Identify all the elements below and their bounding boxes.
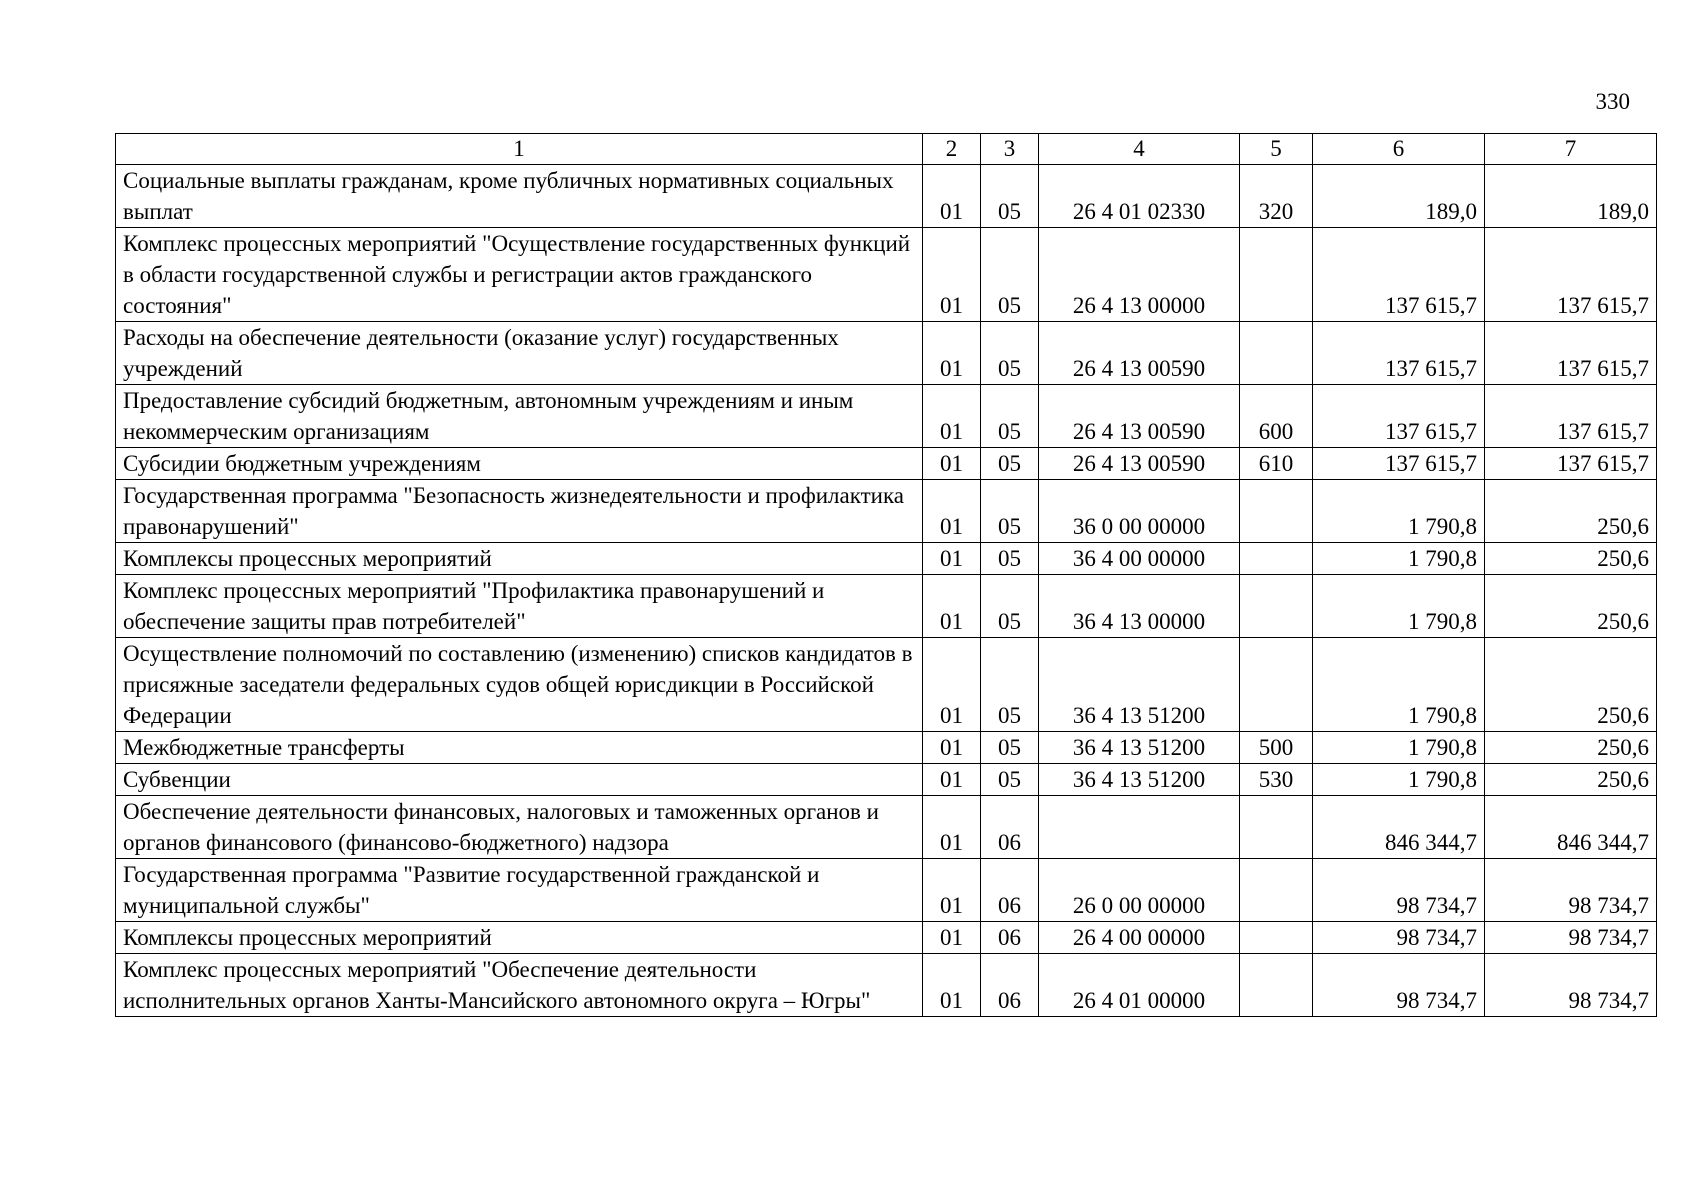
amount-col-7-cell: 250,6 — [1485, 764, 1657, 796]
amount-col-7-cell: 137 615,7 — [1485, 385, 1657, 448]
amount-col-6-cell: 1 790,8 — [1313, 480, 1485, 543]
section-code-cell: 01 — [923, 448, 981, 480]
subsection-code-cell: 05 — [981, 764, 1039, 796]
amount-col-7-cell: 250,6 — [1485, 543, 1657, 575]
amount-col-7-cell: 250,6 — [1485, 480, 1657, 543]
table-row — [116, 922, 1657, 954]
section-code-cell: 01 — [923, 796, 981, 859]
amount-col-7-cell: 98 734,7 — [1485, 922, 1657, 954]
target-article-cell — [1039, 796, 1240, 859]
target-article-cell: 36 4 13 51200 — [1039, 638, 1240, 732]
header-col-6: 6 — [1313, 134, 1485, 165]
amount-col-6-cell: 189,0 — [1313, 165, 1485, 228]
subsection-code-cell: 06 — [981, 796, 1039, 859]
row-name-cell: Комплекс процессных мероприятий "Осуществление государственных функций в области государственной службы и регистрации актов гражданского состояния" — [116, 228, 923, 322]
target-article-cell: 26 4 01 02330 — [1039, 165, 1240, 228]
table-row — [116, 165, 1657, 228]
row-name-cell: Осуществление полномочий по составлению (изменению) списков кандидатов в присяжные заседатели федеральных судов общей юрисдикции в Российской Федерации — [116, 638, 923, 732]
expense-type-cell: 530 — [1240, 764, 1313, 796]
header-col-7: 7 — [1485, 134, 1657, 165]
row-name-cell: Государственная программа "Безопасность жизнедеятельности и профилактика правонарушений" — [116, 480, 923, 543]
target-article-cell: 36 4 13 51200 — [1039, 764, 1240, 796]
target-article-cell: 26 4 13 00590 — [1039, 448, 1240, 480]
expense-type-cell — [1240, 859, 1313, 922]
expense-type-cell: 610 — [1240, 448, 1313, 480]
expense-type-cell — [1240, 480, 1313, 543]
row-name-cell: Обеспечение деятельности финансовых, налоговых и таможенных органов и органов финансового (финансово-бюджетного) надзора — [116, 796, 923, 859]
section-code-cell: 01 — [923, 385, 981, 448]
table-row — [116, 764, 1657, 796]
amount-col-6-cell: 137 615,7 — [1313, 385, 1485, 448]
amount-col-6-cell: 137 615,7 — [1313, 228, 1485, 322]
expense-type-cell — [1240, 228, 1313, 322]
row-name-cell: Социальные выплаты гражданам, кроме публичных нормативных социальных выплат — [116, 165, 923, 228]
target-article-cell: 36 0 00 00000 — [1039, 480, 1240, 543]
section-code-cell: 01 — [923, 228, 981, 322]
header-col-2: 2 — [923, 134, 981, 165]
row-name-cell: Комплексы процессных мероприятий — [116, 922, 923, 954]
amount-col-7-cell: 846 344,7 — [1485, 796, 1657, 859]
amount-col-6-cell: 846 344,7 — [1313, 796, 1485, 859]
row-name-cell: Государственная программа "Развитие государственной гражданской и муниципальной службы" — [116, 859, 923, 922]
target-article-cell: 36 4 13 00000 — [1039, 575, 1240, 638]
target-article-cell: 26 4 13 00000 — [1039, 228, 1240, 322]
row-name-cell: Комплекс процессных мероприятий "Обеспечение деятельности исполнительных органов Ханты-Мансийского автономного округа – Югры" — [116, 954, 923, 1017]
subsection-code-cell: 05 — [981, 448, 1039, 480]
amount-col-6-cell: 1 790,8 — [1313, 575, 1485, 638]
target-article-cell: 26 4 00 00000 — [1039, 922, 1240, 954]
subsection-code-cell: 05 — [981, 322, 1039, 385]
subsection-code-cell: 05 — [981, 165, 1039, 228]
subsection-code-cell: 05 — [981, 543, 1039, 575]
expense-type-cell — [1240, 922, 1313, 954]
table-row — [116, 732, 1657, 764]
row-name-cell: Субсидии бюджетным учреждениям — [116, 448, 923, 480]
section-code-cell: 01 — [923, 480, 981, 543]
amount-col-7-cell: 250,6 — [1485, 575, 1657, 638]
row-name-cell: Расходы на обеспечение деятельности (оказание услуг) государственных учреждений — [116, 322, 923, 385]
amount-col-6-cell: 98 734,7 — [1313, 922, 1485, 954]
row-name-cell: Комплекс процессных мероприятий "Профилактика правонарушений и обеспечение защиты прав потребителей" — [116, 575, 923, 638]
table-row — [116, 480, 1657, 543]
target-article-cell: 26 0 00 00000 — [1039, 859, 1240, 922]
table-row — [116, 322, 1657, 385]
target-article-cell: 36 4 00 00000 — [1039, 543, 1240, 575]
amount-col-6-cell: 98 734,7 — [1313, 954, 1485, 1017]
table-row — [116, 796, 1657, 859]
subsection-code-cell: 05 — [981, 385, 1039, 448]
section-code-cell: 01 — [923, 732, 981, 764]
amount-col-6-cell: 98 734,7 — [1313, 859, 1485, 922]
amount-col-7-cell: 250,6 — [1485, 732, 1657, 764]
header-row — [116, 134, 1657, 165]
target-article-cell: 26 4 01 00000 — [1039, 954, 1240, 1017]
amount-col-7-cell: 98 734,7 — [1485, 954, 1657, 1017]
table-row — [116, 954, 1657, 1017]
expense-type-cell: 320 — [1240, 165, 1313, 228]
amount-col-6-cell: 1 790,8 — [1313, 764, 1485, 796]
budget-table — [115, 133, 1657, 1017]
table-row — [116, 638, 1657, 732]
amount-col-7-cell: 137 615,7 — [1485, 322, 1657, 385]
row-name-cell: Предоставление субсидий бюджетным, автономным учреждениям и иным некоммерческим организациям — [116, 385, 923, 448]
target-article-cell: 36 4 13 51200 — [1039, 732, 1240, 764]
section-code-cell: 01 — [923, 859, 981, 922]
subsection-code-cell: 05 — [981, 732, 1039, 764]
table-row — [116, 448, 1657, 480]
target-article-cell: 26 4 13 00590 — [1039, 322, 1240, 385]
subsection-code-cell: 05 — [981, 228, 1039, 322]
table-row — [116, 543, 1657, 575]
section-code-cell: 01 — [923, 954, 981, 1017]
table-row — [116, 228, 1657, 322]
header-col-1: 1 — [116, 134, 923, 165]
expense-type-cell — [1240, 322, 1313, 385]
subsection-code-cell: 05 — [981, 480, 1039, 543]
amount-col-7-cell: 250,6 — [1485, 638, 1657, 732]
row-name-cell: Межбюджетные трансферты — [116, 732, 923, 764]
row-name-cell: Комплексы процессных мероприятий — [116, 543, 923, 575]
amount-col-7-cell: 137 615,7 — [1485, 228, 1657, 322]
expense-type-cell — [1240, 954, 1313, 1017]
expense-type-cell — [1240, 796, 1313, 859]
amount-col-6-cell: 1 790,8 — [1313, 543, 1485, 575]
section-code-cell: 01 — [923, 165, 981, 228]
subsection-code-cell: 06 — [981, 922, 1039, 954]
header-col-5: 5 — [1240, 134, 1313, 165]
amount-col-6-cell: 137 615,7 — [1313, 322, 1485, 385]
expense-type-cell — [1240, 543, 1313, 575]
expense-type-cell: 500 — [1240, 732, 1313, 764]
amount-col-6-cell: 1 790,8 — [1313, 638, 1485, 732]
amount-col-7-cell: 98 734,7 — [1485, 859, 1657, 922]
section-code-cell: 01 — [923, 322, 981, 385]
expense-type-cell — [1240, 575, 1313, 638]
row-name-cell: Субвенции — [116, 764, 923, 796]
table-row — [116, 385, 1657, 448]
amount-col-7-cell: 137 615,7 — [1485, 448, 1657, 480]
expense-type-cell: 600 — [1240, 385, 1313, 448]
section-code-cell: 01 — [923, 764, 981, 796]
subsection-code-cell: 06 — [981, 954, 1039, 1017]
header-col-4: 4 — [1039, 134, 1240, 165]
subsection-code-cell: 05 — [981, 638, 1039, 732]
section-code-cell: 01 — [923, 638, 981, 732]
target-article-cell: 26 4 13 00590 — [1039, 385, 1240, 448]
section-code-cell: 01 — [923, 575, 981, 638]
page-number: 330 — [1595, 89, 1630, 114]
table-row — [116, 575, 1657, 638]
subsection-code-cell: 05 — [981, 575, 1039, 638]
header-col-3: 3 — [981, 134, 1039, 165]
subsection-code-cell: 06 — [981, 859, 1039, 922]
amount-col-7-cell: 189,0 — [1485, 165, 1657, 228]
table-row — [116, 859, 1657, 922]
amount-col-6-cell: 137 615,7 — [1313, 448, 1485, 480]
section-code-cell: 01 — [923, 922, 981, 954]
expense-type-cell — [1240, 638, 1313, 732]
section-code-cell: 01 — [923, 543, 981, 575]
amount-col-6-cell: 1 790,8 — [1313, 732, 1485, 764]
